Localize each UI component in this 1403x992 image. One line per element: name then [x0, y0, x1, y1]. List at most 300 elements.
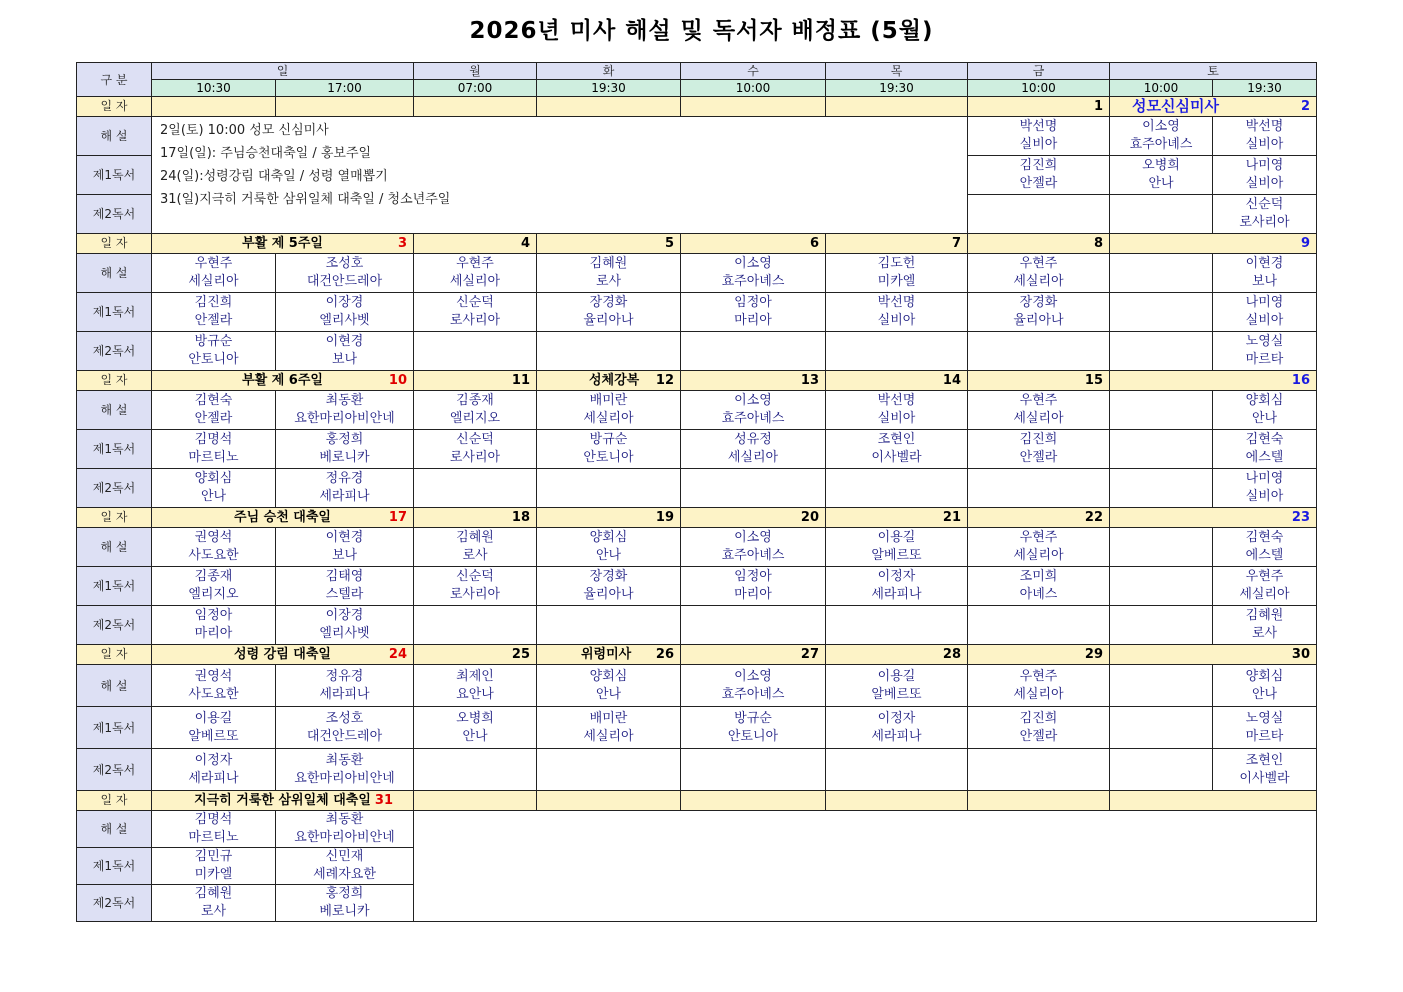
assignment-cell — [681, 469, 826, 508]
date-cell — [968, 234, 1110, 254]
date-number: 22 — [1084, 510, 1103, 525]
date-cell — [968, 508, 1110, 528]
assignment-cell — [537, 469, 681, 508]
date-number: 4 — [520, 236, 530, 251]
role-label: 제2독서 — [77, 749, 152, 791]
assignment-cell — [414, 293, 537, 332]
date-number: 12 — [655, 373, 674, 388]
baptismal-name: 로사 — [595, 274, 622, 289]
date-cell — [1110, 791, 1317, 811]
assignment-cell — [1213, 749, 1317, 791]
assignment-cell — [826, 469, 968, 508]
baptismal-name: 세라피나 — [871, 587, 922, 602]
baptismal-name: 스텔라 — [325, 587, 364, 602]
assignment-cell — [1213, 606, 1317, 645]
baptismal-name: 사도요한 — [188, 548, 239, 563]
assignment-cell — [681, 567, 826, 606]
assignment-cell — [1110, 528, 1213, 567]
assignment-cell — [681, 254, 826, 293]
person-name: 신순덕 — [1245, 197, 1284, 212]
date-cell — [537, 791, 681, 811]
baptismal-name: 실비아 — [1245, 489, 1284, 504]
baptismal-name: 이사벨라 — [1239, 770, 1290, 786]
day-header-tue: 화 — [537, 63, 681, 80]
role-label: 제1독서 — [77, 707, 152, 749]
assignment-cell — [968, 391, 1110, 430]
assignment-cell — [276, 430, 414, 469]
assignment-cell — [276, 293, 414, 332]
assignment-cell — [826, 430, 968, 469]
person-name: 김태영 — [325, 569, 364, 584]
role-row-reader1 — [77, 293, 1317, 332]
baptismal-name: 대건안드레아 — [306, 728, 383, 744]
date-cell — [537, 508, 681, 528]
assignment-cell — [968, 606, 1110, 645]
baptismal-name: 안토니아 — [188, 352, 239, 367]
assignment-cell — [681, 332, 826, 371]
assignment-cell — [152, 749, 276, 791]
baptismal-name: 세실리아 — [1013, 274, 1064, 289]
date-number: 26 — [655, 647, 674, 662]
person-name: 김현숙 — [1245, 432, 1284, 447]
baptismal-name: 효주아녜스 — [721, 274, 785, 289]
baptismal-name: 안나 — [200, 489, 227, 504]
person-name: 박선명 — [1245, 119, 1284, 134]
assignment-cell — [152, 606, 276, 645]
baptismal-name: 로사리아 — [1239, 215, 1290, 230]
baptismal-name: 베로니카 — [319, 450, 370, 465]
assignment-cell — [681, 606, 826, 645]
baptismal-name: 마리아 — [194, 626, 233, 641]
person-name: 배미란 — [589, 710, 628, 726]
person-name: 김진희 — [1019, 432, 1058, 447]
assignment-cell — [537, 749, 681, 791]
person-name: 김혜원 — [1245, 608, 1284, 623]
date-row — [77, 508, 1317, 528]
date-row — [77, 97, 1317, 117]
date-number: 9 — [1300, 236, 1310, 251]
assignment-cell — [414, 665, 537, 707]
baptismal-name: 이사벨라 — [871, 450, 922, 465]
baptismal-name: 대건안드레아 — [306, 274, 383, 289]
baptismal-name: 세라피나 — [871, 728, 922, 744]
person-name: 박선명 — [1019, 119, 1058, 134]
baptismal-name: 세라피나 — [188, 770, 239, 786]
date-row — [77, 371, 1317, 391]
person-name: 양회심 — [589, 530, 628, 545]
baptismal-name: 엘리사벳 — [319, 626, 370, 641]
assignment-cell — [681, 665, 826, 707]
person-name: 양회심 — [589, 668, 628, 684]
time-header: 10:00 — [681, 80, 826, 97]
baptismal-name: 로사리아 — [449, 450, 501, 465]
page-title: 2026년 미사 해설 및 독서자 배정표 (5월) — [469, 18, 934, 44]
role-row-commentary — [77, 117, 1317, 156]
assignment-cell — [276, 665, 414, 707]
baptismal-name: 세실리아 — [188, 274, 239, 289]
date-row — [77, 645, 1317, 665]
assignment-cell — [537, 254, 681, 293]
assignment-cell — [826, 707, 968, 749]
person-name: 김명석 — [194, 432, 233, 447]
person-name: 우현주 — [1019, 393, 1058, 408]
baptismal-name: 마르티노 — [188, 830, 239, 845]
date-number: 5 — [664, 236, 674, 251]
person-name: 노영실 — [1245, 710, 1284, 726]
assignment-cell — [537, 332, 681, 371]
role-row-reader1 — [77, 707, 1317, 749]
baptismal-name: 아녜스 — [1019, 587, 1058, 602]
baptismal-name: 미카엘 — [194, 867, 233, 882]
date-number: 18 — [511, 510, 530, 525]
date-number: 29 — [1084, 647, 1103, 662]
person-name: 김진희 — [1019, 710, 1058, 726]
role-label: 제1독서 — [77, 430, 152, 469]
assignment-cell — [414, 606, 537, 645]
date-cell — [152, 791, 414, 811]
person-name: 이소영 — [734, 668, 772, 684]
assignment-cell — [152, 528, 276, 567]
baptismal-name: 미카엘 — [877, 274, 916, 289]
role-label: 제1독서 — [77, 567, 152, 606]
date-number: 21 — [942, 510, 961, 525]
assignment-cell — [1110, 117, 1213, 156]
baptismal-name: 요한마리아비안네 — [294, 770, 395, 786]
date-cell — [537, 234, 681, 254]
category-label: 구 분 — [77, 63, 152, 97]
date-cell — [414, 371, 537, 391]
assignment-cell — [1110, 195, 1213, 234]
assignment-cell — [414, 528, 537, 567]
date-number: 30 — [1291, 647, 1310, 662]
person-name: 권영석 — [194, 668, 233, 684]
date-cell — [1110, 234, 1317, 254]
assignment-cell — [152, 848, 276, 885]
date-cell — [1110, 371, 1317, 391]
date-number: 11 — [511, 373, 530, 388]
person-name: 김현숙 — [1245, 530, 1284, 545]
person-name: 이소영 — [734, 530, 772, 545]
assignment-cell — [414, 430, 537, 469]
baptismal-name: 실비아 — [877, 313, 916, 328]
date-number: 20 — [800, 510, 819, 525]
role-label: 제2독서 — [77, 469, 152, 508]
assignment-cell — [537, 430, 681, 469]
assignment-cell — [1213, 665, 1317, 707]
assignment-cell — [968, 293, 1110, 332]
date-row-label: 일 자 — [77, 508, 152, 528]
baptismal-name: 율리아나 — [583, 587, 634, 602]
person-name: 정유경 — [325, 668, 364, 684]
person-name: 박선명 — [877, 295, 916, 310]
person-name: 나미영 — [1245, 471, 1284, 486]
baptismal-name: 안젤라 — [194, 313, 233, 328]
assignment-cell — [1213, 707, 1317, 749]
date-cell — [1110, 508, 1317, 528]
assignment-cell — [826, 606, 968, 645]
date-row — [77, 234, 1317, 254]
date-cell — [1110, 97, 1317, 117]
date-number: 1 — [1093, 99, 1103, 114]
assignment-cell — [968, 156, 1110, 195]
baptismal-name: 마르티노 — [188, 450, 239, 465]
role-row-reader2 — [77, 749, 1317, 791]
assignment-cell — [537, 528, 681, 567]
date-cell — [152, 371, 414, 391]
day-header-mon: 월 — [414, 63, 537, 80]
assignment-cell — [276, 567, 414, 606]
baptismal-name: 로사리아 — [449, 313, 501, 328]
assignment-cell — [152, 332, 276, 371]
person-name: 최동환 — [325, 752, 364, 768]
date-cell — [826, 791, 968, 811]
baptismal-name: 로사 — [1251, 626, 1278, 641]
person-name: 배미란 — [589, 393, 628, 408]
date-cell — [414, 97, 537, 117]
baptismal-name: 안나 — [1148, 176, 1174, 191]
assignment-cell — [276, 606, 414, 645]
baptismal-name: 세실리아 — [1013, 548, 1064, 563]
person-name: 정유경 — [325, 471, 364, 486]
baptismal-name: 안나 — [595, 686, 622, 702]
assignment-cell — [1110, 430, 1213, 469]
time-header: 07:00 — [414, 80, 537, 97]
date-cell — [968, 371, 1110, 391]
assignment-cell — [537, 665, 681, 707]
date-cell — [681, 791, 826, 811]
date-number: 23 — [1291, 510, 1310, 525]
person-name: 노영실 — [1245, 334, 1284, 349]
person-name: 김종재 — [194, 569, 233, 584]
baptismal-name: 보나 — [331, 352, 358, 367]
role-label: 해 설 — [77, 117, 152, 156]
assignment-cell — [414, 391, 537, 430]
date-cell — [681, 645, 826, 665]
assignment-cell — [152, 707, 276, 749]
date-cell — [968, 645, 1110, 665]
baptismal-name: 요한마리아비안네 — [294, 411, 395, 426]
person-name: 나미영 — [1245, 295, 1284, 310]
person-name: 이용길 — [877, 530, 916, 545]
baptismal-name: 알베르또 — [188, 728, 239, 744]
person-name: 이장경 — [325, 608, 364, 623]
person-name: 이장경 — [325, 295, 364, 310]
date-number: 10 — [388, 373, 407, 388]
assignment-cell — [414, 749, 537, 791]
person-name: 이소영 — [1142, 119, 1180, 134]
baptismal-name: 마리아 — [734, 587, 772, 602]
person-name: 임정아 — [734, 569, 772, 584]
baptismal-name: 알베르또 — [871, 548, 922, 563]
person-name: 김진희 — [1019, 158, 1058, 173]
person-name: 우현주 — [1245, 569, 1284, 584]
date-row — [77, 791, 1317, 811]
role-row-reader2 — [77, 332, 1317, 371]
date-cell — [826, 645, 968, 665]
day-header-sat: 토 — [1110, 63, 1317, 80]
assignment-cell — [826, 567, 968, 606]
date-number: 27 — [800, 647, 819, 662]
note-line: 2일(토) 10:00 성모 신심미사 — [160, 123, 329, 138]
person-name: 임정아 — [734, 295, 772, 310]
role-label: 제1독서 — [77, 848, 152, 885]
date-cell — [152, 234, 414, 254]
date-number: 28 — [942, 647, 961, 662]
assignment-cell — [537, 567, 681, 606]
person-name: 오병희 — [1142, 158, 1180, 173]
person-name: 조미희 — [1019, 569, 1058, 584]
role-row-reader2 — [77, 469, 1317, 508]
role-row-commentary — [77, 254, 1317, 293]
person-name: 박선명 — [877, 393, 916, 408]
baptismal-name: 세실리아 — [1013, 686, 1064, 702]
assignment-cell — [681, 528, 826, 567]
liturgical-day-label: 주님 승천 대축일 — [234, 510, 331, 525]
date-cell — [537, 97, 681, 117]
baptismal-name: 세실리아 — [583, 411, 634, 426]
date-cell — [681, 234, 826, 254]
assignment-cell — [1213, 391, 1317, 430]
baptismal-name: 보나 — [331, 548, 358, 563]
notes-cell — [152, 117, 968, 234]
assignment-cell — [968, 528, 1110, 567]
baptismal-name: 세실리아 — [727, 450, 779, 465]
date-number: 8 — [1093, 236, 1103, 251]
assignment-cell — [414, 332, 537, 371]
assignment-cell — [968, 254, 1110, 293]
assignment-cell — [276, 885, 414, 922]
baptismal-name: 효주아녜스 — [721, 548, 785, 563]
event-label: 성체강복 — [589, 373, 640, 388]
baptismal-name: 실비아 — [1019, 137, 1058, 152]
assignment-cell — [276, 254, 414, 293]
day-header-fri: 금 — [968, 63, 1110, 80]
assignment-cell — [1110, 749, 1213, 791]
baptismal-name: 세례자요한 — [313, 867, 376, 882]
baptismal-name: 안젤라 — [194, 411, 233, 426]
person-name: 이소영 — [734, 256, 772, 271]
baptismal-name: 실비아 — [1245, 176, 1284, 191]
assignment-cell — [681, 707, 826, 749]
assignment-cell — [968, 430, 1110, 469]
assignment-cell — [276, 528, 414, 567]
note-line: 31(일)지극히 거룩한 삼위일체 대축일 / 청소년주일 — [160, 192, 451, 207]
assignment-cell — [968, 665, 1110, 707]
date-cell — [681, 97, 826, 117]
baptismal-name: 사도요한 — [188, 686, 239, 702]
date-row-label: 일 자 — [77, 645, 152, 665]
assignment-cell — [152, 885, 276, 922]
person-name: 홍정희 — [325, 432, 364, 447]
date-cell — [1110, 645, 1317, 665]
role-row-reader1 — [77, 567, 1317, 606]
assignment-cell — [1213, 528, 1317, 567]
role-row-commentary — [77, 665, 1317, 707]
baptismal-name: 마르타 — [1245, 728, 1284, 744]
assignment-cell — [826, 391, 968, 430]
note-line: 24(일):성령강림 대축일 / 성령 열매뽑기 — [160, 169, 388, 184]
role-label: 제2독서 — [77, 885, 152, 922]
date-number: 7 — [951, 236, 961, 251]
date-number: 17 — [388, 510, 407, 525]
date-cell — [681, 371, 826, 391]
assignment-cell — [968, 567, 1110, 606]
baptismal-name: 마르타 — [1245, 352, 1284, 367]
date-cell — [414, 234, 537, 254]
assignment-cell — [1110, 391, 1213, 430]
baptismal-name: 로사 — [462, 548, 488, 563]
role-row-commentary — [77, 391, 1317, 430]
assignment-cell — [1110, 567, 1213, 606]
assignment-cell — [968, 749, 1110, 791]
assignment-cell — [1213, 156, 1317, 195]
person-name: 방규순 — [734, 710, 772, 726]
baptismal-name: 율리아나 — [1013, 313, 1064, 328]
day-header-sun: 일 — [152, 63, 414, 80]
liturgical-day-label: 부활 제 5주일 — [242, 236, 323, 251]
person-name: 이용길 — [194, 710, 233, 726]
assignment-cell — [1110, 156, 1213, 195]
date-number: 16 — [1291, 373, 1310, 388]
date-row-label: 일 자 — [77, 97, 152, 117]
baptismal-name: 효주아녜스 — [1129, 137, 1193, 152]
header-time-row — [77, 80, 1317, 97]
baptismal-name: 안토니아 — [727, 728, 779, 744]
person-name: 김민규 — [194, 849, 233, 864]
assignment-cell — [537, 606, 681, 645]
date-cell — [276, 97, 414, 117]
baptismal-name: 엘리사벳 — [319, 313, 370, 328]
person-name: 김명석 — [194, 812, 233, 827]
person-name: 우현주 — [456, 256, 494, 271]
role-label: 해 설 — [77, 391, 152, 430]
baptismal-name: 효주아녜스 — [721, 411, 785, 426]
person-name: 양회심 — [1245, 393, 1284, 408]
assignment-cell — [414, 254, 537, 293]
baptismal-name: 실비아 — [1245, 137, 1284, 152]
assignment-cell — [537, 707, 681, 749]
date-number: 24 — [388, 647, 407, 662]
person-name: 방규순 — [589, 432, 628, 447]
person-name: 우현주 — [1019, 668, 1058, 684]
assignment-cell — [681, 391, 826, 430]
date-cell — [414, 791, 537, 811]
assignment-cell — [681, 430, 826, 469]
date-number: 3 — [397, 236, 407, 251]
baptismal-name: 세라피나 — [319, 489, 370, 504]
date-cell — [152, 645, 414, 665]
time-header: 19:30 — [537, 80, 681, 97]
baptismal-name: 안나 — [1251, 411, 1278, 426]
person-name: 신순덕 — [456, 432, 494, 447]
assignment-cell — [276, 811, 414, 848]
assignment-cell — [826, 749, 968, 791]
baptismal-name: 엘리지오 — [188, 587, 239, 602]
person-name: 이정자 — [877, 710, 916, 726]
baptismal-name: 실비아 — [1245, 313, 1284, 328]
person-name: 김종재 — [456, 393, 494, 408]
date-cell — [826, 371, 968, 391]
baptismal-name: 베로니카 — [319, 904, 370, 919]
assignment-cell — [1213, 254, 1317, 293]
person-name: 조성호 — [325, 710, 364, 726]
person-name: 양회심 — [194, 471, 233, 486]
assignment-cell — [826, 332, 968, 371]
time-header: 10:00 — [1110, 80, 1213, 97]
assignment-cell — [1213, 430, 1317, 469]
event-label: 위령미사 — [581, 647, 632, 662]
role-row-commentary — [77, 811, 1317, 848]
